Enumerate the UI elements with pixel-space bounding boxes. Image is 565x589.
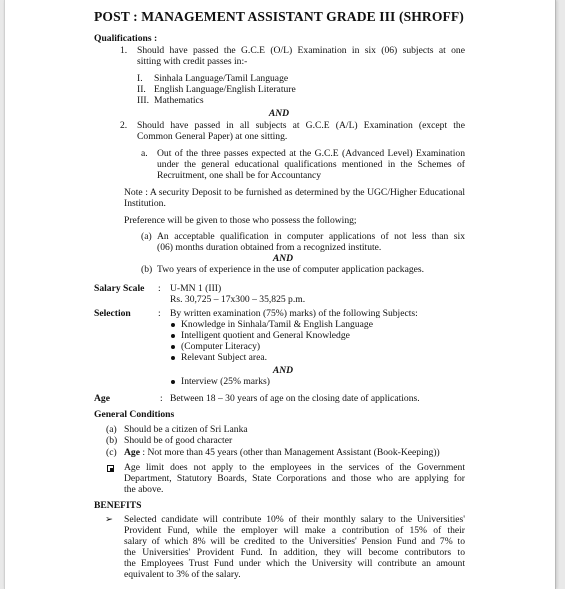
benefits-heading: BENEFITS bbox=[94, 500, 142, 511]
condition-label: (c) bbox=[106, 447, 117, 458]
preference-a-line2: (06) months duration obtained from a recognized institute. bbox=[157, 242, 382, 253]
age-limit-line: the above. bbox=[124, 484, 164, 495]
qualifications-heading: Qualifications : bbox=[94, 33, 158, 44]
subject-number: III. bbox=[137, 95, 149, 106]
general-conditions-heading: General Conditions bbox=[94, 409, 175, 420]
item2a-line: Recruitment, one shall be for Accountancy bbox=[157, 170, 322, 181]
condition-label: (b) bbox=[106, 435, 118, 446]
bullet-icon bbox=[171, 345, 175, 349]
subject-number: I. bbox=[137, 73, 143, 84]
checkbox-bullet-icon bbox=[107, 465, 114, 472]
selection-subject: (Computer Literacy) bbox=[181, 341, 261, 352]
arrow-bullet-icon: ➢ bbox=[105, 514, 114, 525]
security-note: Note : A security Deposit to be furnished as determined by the UGC/Higher Educational Institution. bbox=[124, 187, 465, 210]
subject-text: English Language/English Literature bbox=[154, 84, 296, 95]
and-connector: AND bbox=[272, 253, 294, 264]
age-text: Between 18 – 30 years of age on the closing date of applications. bbox=[170, 393, 420, 404]
benefits-last-line: equivalent to 3% of the salary. bbox=[124, 569, 241, 580]
condition-c bbox=[124, 447, 440, 458]
item2-line1: Should have passed in all subjects at G.C.E (A/L) Examination (except the bbox=[137, 120, 465, 131]
selection-subject: Intelligent quotient and General Knowledge bbox=[181, 330, 350, 341]
item2a-label: a. bbox=[141, 148, 148, 159]
subject-number: II. bbox=[137, 84, 146, 95]
salary-code: U-MN 1 (III) bbox=[170, 283, 222, 294]
item1-line1: Should have passed the G.C.E (O/L) Examination in six (06) subjects at one bbox=[137, 45, 465, 56]
bullet-icon bbox=[171, 334, 175, 338]
selection-intro: By written examination (75%) marks) of the following Subjects: bbox=[170, 308, 418, 319]
and-connector: AND bbox=[272, 365, 294, 376]
item1-number: 1. bbox=[120, 45, 128, 56]
interview-text: Interview (25% marks) bbox=[181, 376, 270, 387]
preference-a-label: (a) bbox=[141, 231, 152, 242]
item1-line2: sitting with credit passes in:- bbox=[137, 56, 248, 67]
bullet-icon bbox=[171, 356, 175, 360]
preference-b-text: Two years of experience in the use of computer application packages. bbox=[157, 264, 425, 275]
age-label: Age bbox=[94, 393, 110, 404]
item2a-line: under the general educational qualifications mentioned in the Schemes of bbox=[157, 159, 465, 170]
item2a-line: Out of the three passes expected at the G.C.E (Advanced Level) Examination bbox=[157, 148, 465, 159]
selection-subject: Relevant Subject area. bbox=[181, 352, 268, 363]
condition-text: Should be of good character bbox=[124, 435, 233, 446]
condition-text: Should be a citizen of Sri Lanka bbox=[124, 424, 248, 435]
document-page bbox=[4, 0, 556, 589]
preference-b-label: (b) bbox=[141, 264, 153, 275]
preference-intro: Preference will be given to those who possess the following; bbox=[124, 215, 357, 226]
salary-colon: : bbox=[158, 283, 161, 294]
age-limit-line: Age limit does not apply to the employees in the services of the Government bbox=[124, 462, 465, 473]
benefits-line: Selected candidate will contribute 10% of their monthly salary to the Universities' bbox=[124, 514, 465, 525]
condition-c-bold: Age bbox=[124, 447, 140, 458]
condition-c-text: : Not more than 45 years (other than Management Assistant (Book-Keeping)) bbox=[142, 447, 440, 458]
salary-scale-label: Salary Scale bbox=[94, 283, 145, 294]
benefits-line: salary of which 8% will be credited to the Universities' Pension Fund and 7% to bbox=[124, 536, 465, 547]
benefits-line: the Universities' Provident Fund. In addition, they will become contributors to bbox=[124, 547, 465, 558]
item2-number: 2. bbox=[120, 120, 128, 131]
condition-label: (a) bbox=[106, 424, 117, 435]
post-title: POST : MANAGEMENT ASSISTANT GRADE III (SHROFF) bbox=[94, 9, 464, 24]
salary-range: Rs. 30,725 – 17x300 – 35,825 p.m. bbox=[170, 294, 306, 305]
subject-text: Sinhala Language/Tamil Language bbox=[154, 73, 289, 84]
benefits-line: Provident Fund, while the employer will make a contribution of 15% of their bbox=[124, 525, 465, 536]
and-connector: AND bbox=[268, 108, 290, 119]
selection-subject: Knowledge in Sinhala/Tamil & English Language bbox=[181, 319, 373, 330]
bullet-icon bbox=[171, 380, 175, 384]
item2-line2: Common General Paper) at one sitting. bbox=[137, 131, 288, 142]
age-colon: : bbox=[160, 393, 163, 404]
preference-a-line1: An acceptable qualification in computer applications of not less than six bbox=[157, 231, 465, 242]
age-limit-line: Department, Statutory Boards, State Corporations and those who are applying for bbox=[124, 473, 465, 484]
subject-text: Mathematics bbox=[154, 95, 204, 106]
selection-label: Selection bbox=[94, 308, 131, 319]
selection-colon: : bbox=[158, 308, 161, 319]
bullet-icon bbox=[171, 323, 175, 327]
benefits-line: the Employees Trust Fund under which the University will contribute an amount bbox=[124, 558, 465, 569]
